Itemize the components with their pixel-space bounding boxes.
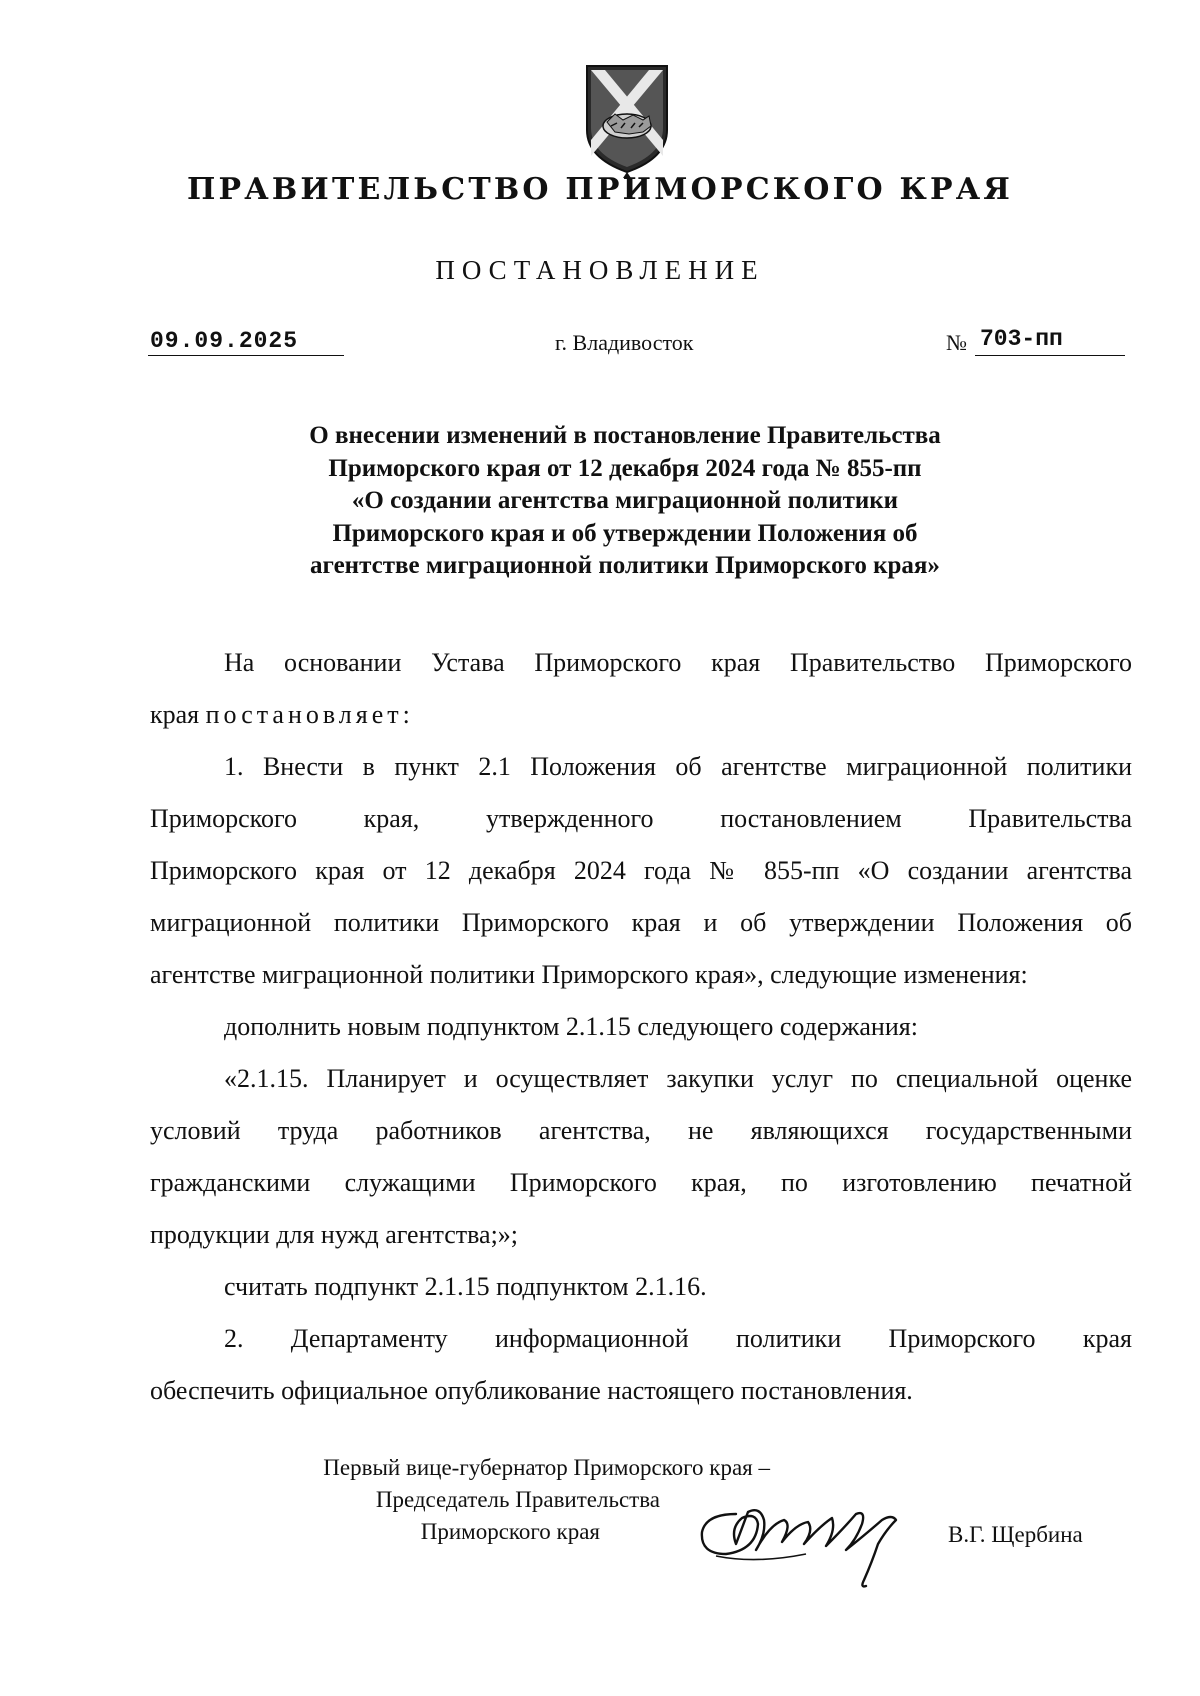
quote-line: продукции для нужд агентства;»; xyxy=(150,1220,519,1249)
item1-line: миграционной политики Приморского края и об утверждении Положения об xyxy=(150,908,1132,937)
government-title: ПРАВИТЕЛЬСТВО ПРИМОРСКОГО КРАЯ xyxy=(186,172,1014,207)
item2-line: обеспечить официальное опубликование настоящего постановления. xyxy=(150,1376,913,1405)
renumber-line: считать подпункт 2.1.15 подпунктом 2.1.16. xyxy=(224,1272,707,1301)
quote-line: гражданскими служащими Приморского края, по изготовлению печатной xyxy=(150,1168,1132,1197)
item1-line: 1. Внести в пункт 2.1 Положения об агентстве миграционной политики xyxy=(224,752,1132,781)
subject-line: «О создании агентства миграционной политики xyxy=(351,487,899,514)
document-date: 09.09.2025 xyxy=(150,328,299,354)
subject-line: Приморского края и об утверждении Положения об xyxy=(332,519,918,547)
quote-line: «2.1.15. Планирует и осуществляет закупки услуг по специальной оценке xyxy=(224,1064,1132,1093)
signer-title xyxy=(150,1452,770,1548)
handwritten-signature xyxy=(696,1484,926,1594)
document-type: ПОСТАНОВЛЕНИЕ xyxy=(435,255,765,285)
number-sign: № xyxy=(946,330,967,355)
preamble-text: края xyxy=(150,700,200,729)
signer-title-line: Председатель Правительства xyxy=(375,1487,660,1512)
preamble-line xyxy=(150,700,1132,752)
document-number: 703-пп xyxy=(980,326,1063,352)
number-underline xyxy=(975,355,1125,356)
date-underline xyxy=(148,355,344,356)
primorsky-coat-of-arms-icon xyxy=(577,60,677,178)
document-body xyxy=(150,648,1132,1428)
document-city: г. Владивосток xyxy=(555,330,694,355)
document-subject xyxy=(200,420,1050,583)
subject-line: агентстве миграционной политики Приморского края» xyxy=(310,552,940,579)
subject-line: О внесении изменений в постановление Правительства xyxy=(309,422,941,449)
item1-line: Приморского края, утвержденного постановлением Правительства xyxy=(150,804,1132,833)
preamble-line: На основании Устава Приморского края Правительство Приморского xyxy=(224,648,1132,677)
resolve-word: постановляет: xyxy=(205,700,414,729)
item2-line: 2. Департаменту информационной политики Приморского края xyxy=(224,1324,1132,1353)
signer-title-line: Первый вице-губернатор Приморского края – xyxy=(323,1455,770,1480)
signer-name: В.Г. Щербина xyxy=(948,1522,1083,1547)
signer-title-line: Приморского края xyxy=(420,1519,600,1544)
quote-line: условий труда работников агентства, не являющихся государственными xyxy=(150,1116,1132,1145)
add-subpoint-line: дополнить новым подпунктом 2.1.15 следующего содержания: xyxy=(224,1012,918,1041)
item1-line: Приморского края от 12 декабря 2024 года № 855-пп «О создании агентства xyxy=(150,856,1132,885)
subject-line: Приморского края от 12 декабря 2024 года № 855-пп xyxy=(328,454,922,482)
item1-line: агентстве миграционной политики Приморского края», следующие изменения: xyxy=(150,960,1028,989)
